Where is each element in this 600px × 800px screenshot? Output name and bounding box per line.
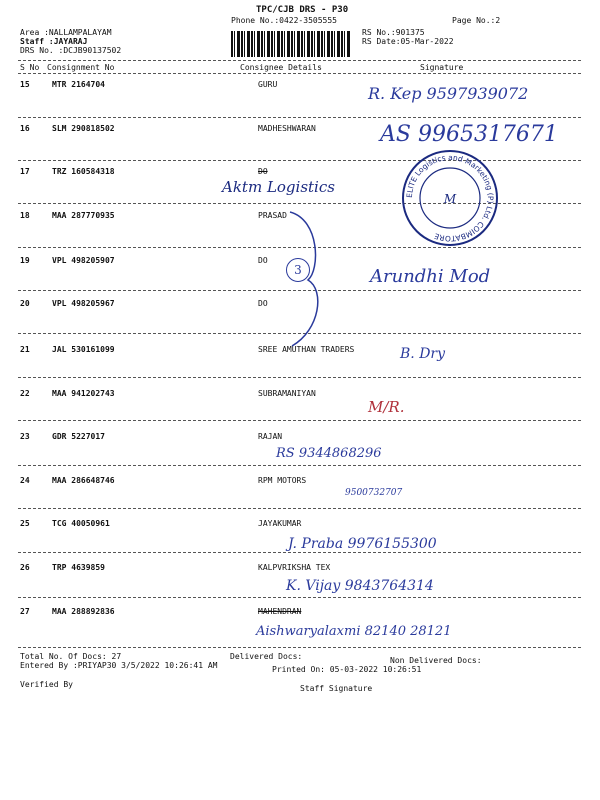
row-signature: 9500732707 [345,488,403,498]
entered-by: Entered By :PRIYAP30 3/5/2022 10:26:41 AM [20,661,218,670]
total-docs: Total No. Of Docs: 27 [20,652,122,661]
delivered-docs: Delivered Docs: [230,652,303,661]
row-consignment: VPL 498205967 [52,299,115,308]
row-divider [18,420,581,421]
row-signature: R. Kep 9597939072 [368,84,529,103]
row-sno: 15 [20,80,30,89]
row-divider [18,647,581,648]
row-consignment: MTR 2164704 [52,80,105,89]
row-signature: Aktm Logistics [222,178,335,196]
staff-signature: Staff Signature [300,684,373,693]
row-consignment: TRZ 160584318 [52,167,115,176]
row-signature: B. Dry [400,346,446,362]
document-title: TPC/CJB DRS - P30 [256,5,349,15]
non-delivered-docs: Non Delivered Docs: [390,656,482,665]
stamp-seal-icon [400,148,500,248]
verified-by: Verified By [20,680,73,689]
row-sno: 27 [20,607,30,616]
row-consignment: TRP 4639859 [52,563,105,572]
row-consignment: JAL 530161099 [52,345,115,354]
header-divider-bottom [18,73,581,74]
row-sno: 23 [20,432,30,441]
row-signature: AS 9965317671 [380,122,558,147]
row-consignee: MADHESHWARAN [258,124,316,133]
row-sno: 22 [20,389,30,398]
row-sno: 17 [20,167,30,176]
row-consignee: DO [258,167,268,176]
printed-on: Printed On: 05-03-2022 10:26:51 [272,665,422,674]
row-consignee: JAYAKUMAR [258,519,302,528]
svg-text:ELITE Logistics and Marketing: ELITE Logistics and Marketing (P) Ltd. COIMBATORE [404,152,496,244]
row-consignee: SUBRAMANIYAN [258,389,316,398]
row-sno: 25 [20,519,30,528]
row-consignee: SREE AMUTHAN TRADERS [258,345,355,354]
row-signature: Arundhi Mod [370,266,491,287]
row-sno: 26 [20,563,30,572]
row-sno: 19 [20,256,30,265]
col-consignee: Consignee Details [240,63,322,72]
bracket-mark [280,210,340,350]
row-signature: K. Vijay 9843764314 [286,578,434,594]
row-consignment: MAA 287770935 [52,211,115,220]
row-divider [18,508,581,509]
row-consignment: MAA 286648746 [52,476,115,485]
row-consignee: DO [258,256,268,265]
row-consignee: KALPVRIKSHA TEX [258,563,331,572]
row-consignment: GDR 5227017 [52,432,105,441]
row-divider [18,377,581,378]
row-sno: 20 [20,299,30,308]
row-consignee: PRASAD [258,211,287,220]
phone-number: Phone No.:0422-3505555 [231,16,337,25]
rs-number: RS No.:901375 [362,28,425,37]
row-sno: 16 [20,124,30,133]
row-consignment: MAA 941202743 [52,389,115,398]
row-signature: J. Praba 9976155300 [288,536,437,552]
row-signature: M/R. [368,398,405,416]
svg-text:M: M [443,192,457,206]
row-signature: RS 9344868296 [276,446,382,461]
row-consignee: GURU [258,80,278,89]
row-consignee: RPM MOTORS [258,476,307,485]
row-consignment: SLM 290818502 [52,124,115,133]
row-divider [18,117,581,118]
row-divider [18,465,581,466]
col-sno: S No [20,63,40,72]
circled-count: 3 [286,258,310,282]
row-sno: 18 [20,211,30,220]
row-consignee: RAJAN [258,432,283,441]
row-divider [18,552,581,553]
area-label: Area :NALLAMPALAYAM [20,28,112,37]
header-divider-top [18,60,581,61]
col-consignment: Consignment No [47,63,115,72]
row-sno: 21 [20,345,30,354]
row-consignment: MAA 288892836 [52,607,115,616]
col-signature: Signature [420,63,464,72]
company-stamp [400,148,500,248]
row-consignee: DO [258,299,268,308]
row-consignee: MAHENDRAN [258,607,302,616]
row-signature: Aishwaryalaxmi 82140 28121 [256,624,452,639]
rs-date: RS Date:05-Mar-2022 [362,37,454,46]
row-consignment: VPL 498205907 [52,256,115,265]
page-number: Page No.:2 [452,16,501,25]
row-divider [18,597,581,598]
drs-number: DRS No. :DCJB90137502 [20,46,122,55]
staff-label: Staff :JAYARAJ [20,37,88,46]
row-consignment: TCG 40050961 [52,519,110,528]
barcode [231,31,350,57]
row-sno: 24 [20,476,30,485]
